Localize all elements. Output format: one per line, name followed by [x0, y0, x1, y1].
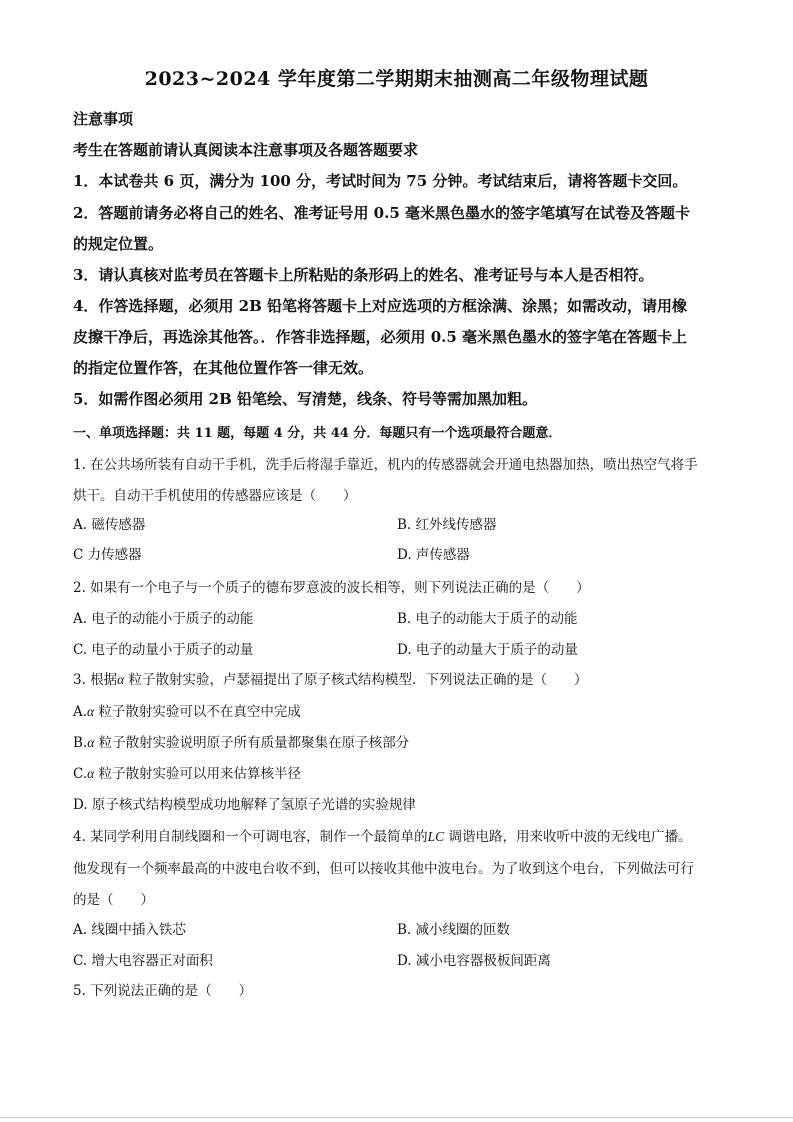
q4-option-d: D. 减小电容器极板间距离	[397, 953, 551, 969]
q4-stem-post: 调谐电路，用来收听中波的无线电广播。	[444, 829, 692, 845]
q3-option-b-text: 粒子散射实验说明原子所有质量都聚集在原子核部分	[94, 735, 410, 751]
q2-option-a: A. 电子的动能小于质子的动能	[73, 611, 254, 627]
q4-stem-line1	[73, 825, 691, 845]
q3-option-b	[73, 731, 409, 751]
notice-item-1: 1．本试卷共 6 页，满分为 100 分，考试时间为 75 分钟。考试结束后，请将答题卡交回。	[73, 172, 688, 190]
page-bottom-divider	[0, 1117, 793, 1118]
q4-stem-pre: 4. 某同学利用自制线圈和一个可调电容，制作一个最简单的	[73, 829, 428, 845]
q1-option-b: B. 红外线传感器	[397, 517, 497, 533]
q3-option-c-label: C.	[73, 766, 88, 782]
q1-option-c: C 力传感器	[73, 547, 142, 563]
q3-stem-pre: 3. 根据	[73, 672, 118, 688]
alpha-symbol: α	[87, 766, 95, 781]
notice-item-5: 5．如需作图必须用 2B 铅笔绘、写清楚，线条、符号等需加黑加粗。	[73, 390, 537, 408]
q3-option-d: D. 原子核式结构模型成功地解释了氢原子光谱的实验规律	[73, 797, 416, 813]
q2-option-d: D. 电子的动量大于质子的动量	[397, 642, 578, 658]
q4-option-b: B. 减小线圈的匝数	[397, 922, 511, 938]
q3-option-c	[73, 762, 301, 782]
q4-stem-line3: 的是（ ）	[73, 892, 154, 908]
exam-title: 2023~2024 学年度第二学期期末抽测高二年级物理试题	[144, 68, 649, 90]
q1-option-a: A. 磁传感器	[73, 517, 146, 533]
q2-stem: 2. 如果有一个电子与一个质子的德布罗意波的波长相等，则下列说法正确的是（ ）	[73, 580, 590, 596]
q2-option-b: B. 电子的动能大于质子的动能	[397, 611, 578, 627]
q1-stem-line2: 烘干。自动干手机使用的传感器应该是（ ）	[73, 488, 357, 504]
notice-item-4-cont1: 皮擦干净后，再选涂其他答。．作答非选择题，必须用 0.5 毫米黑色墨水的签字笔在答题卡上	[73, 328, 688, 346]
q2-option-c: C. 电子的动量小于质子的动量	[73, 642, 254, 658]
q1-option-d: D. 声传感器	[397, 547, 470, 563]
notice-intro: 考生在答题前请认真阅读本注意事项及各题答题要求	[73, 141, 419, 159]
q3-option-a	[73, 700, 301, 720]
alpha-symbol: α	[117, 672, 125, 687]
q4-option-c: C. 增大电容器正对面积	[73, 953, 213, 969]
notice-heading: 注意事项	[73, 110, 134, 128]
lc-symbol: LC	[427, 829, 445, 844]
alpha-symbol: α	[87, 704, 95, 719]
alpha-symbol: α	[87, 735, 95, 750]
notice-item-2-cont: 的规定位置。	[73, 235, 164, 253]
q3-option-a-text: 粒子散射实验可以不在真空中完成	[94, 704, 301, 720]
q3-option-c-text: 粒子散射实验可以用来估算核半径	[94, 766, 302, 782]
q1-stem-line1: 1. 在公共场所装有自动干手机，洗手后将湿手靠近，机内的传感器就会开通电热器加热，喷出热空气将手	[73, 457, 698, 473]
notice-item-4-cont2: 的指定位置作答，在其他位置作答一律无效。	[73, 359, 374, 377]
q4-option-a: A. 线圈中插入铁芯	[73, 922, 186, 938]
section-heading: 一、单项选择题：共 11 题，每题 4 分，共 44 分．每题只有一个选项最符合题意．	[73, 426, 562, 441]
notice-item-3: 3．请认真核对监考员在答题卡上所粘贴的条形码上的姓名、准考证号与本人是否相符。	[73, 266, 654, 284]
q3-option-a-label: A.	[73, 704, 88, 720]
q3-stem	[73, 668, 588, 688]
q3-stem-post: 粒子散射实验，卢瑟福提出了原子核式结构模型．下列说法正确的是（ ）	[124, 672, 588, 688]
q3-option-b-label: B.	[73, 735, 88, 751]
q4-stem-line2: 他发现有一个频率最高的中波电台收不到，但可以接收其他中波电台。为了收到这个电台，下列做法可行	[73, 861, 694, 877]
notice-item-2: 2．答题前请务必将自己的姓名、准考证号用 0.5 毫米黑色墨水的签字笔填写在试卷及答题卡	[73, 204, 690, 222]
notice-item-4: 4．作答选择题，必须用 2B 铅笔将答题卡上对应选项的方框涂满、涂黑；如需改动，请用橡	[73, 297, 688, 315]
q5-stem: 5. 下列说法正确的是（ ）	[73, 983, 253, 999]
